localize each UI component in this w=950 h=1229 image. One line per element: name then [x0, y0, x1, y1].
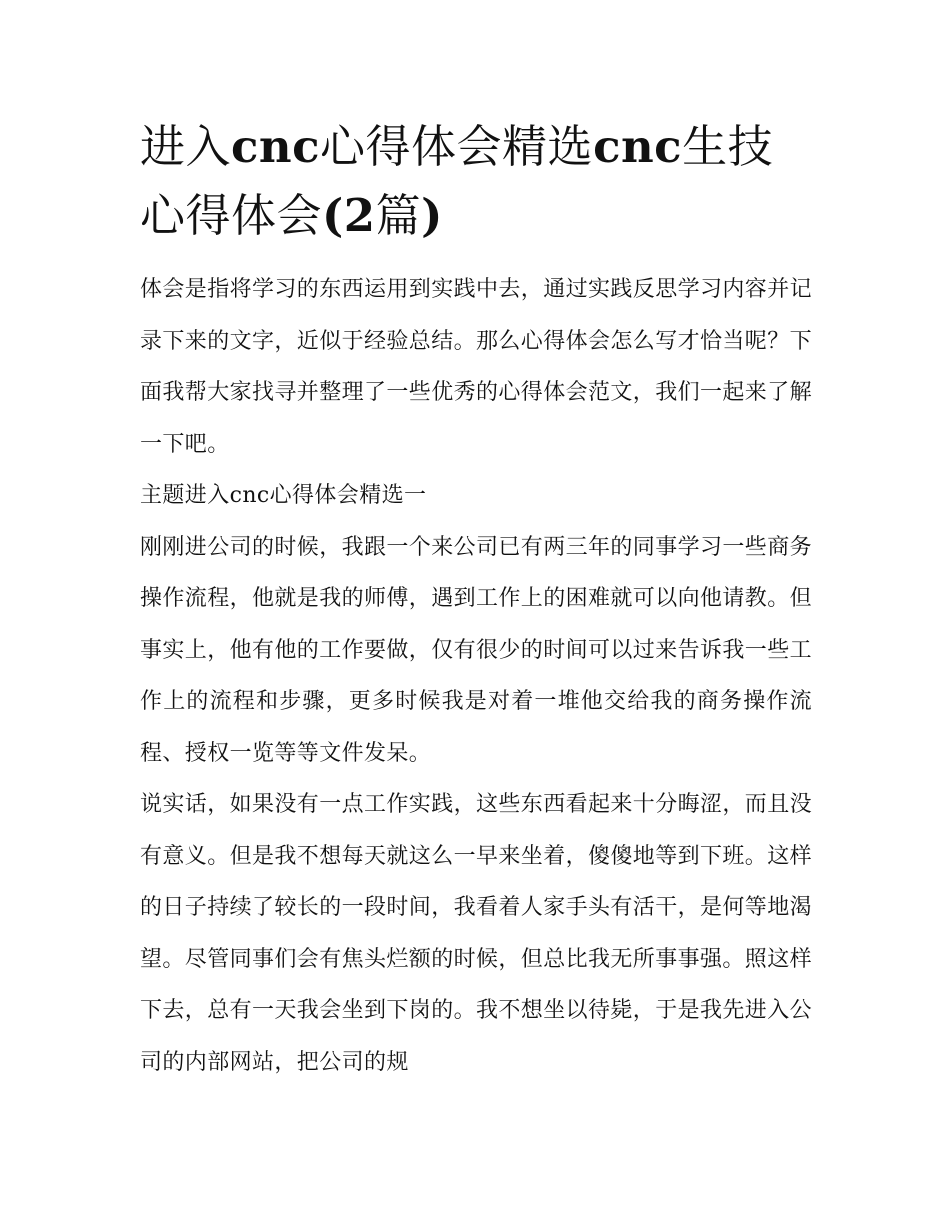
document-title: 进入cnc心得体会精选cnc生技心得体会(2篇) — [140, 120, 774, 242]
document-body — [140, 112, 812, 1088]
body-paragraph: 说实话，如果没有一点工作实践，这些东西看起来十分晦涩，而且没有意义。但是我不想每天就这么一早来坐着，傻傻地等到下班。这样的日子持续了较长的一段时间，我看着人家手头有活干，是何等地渴望。尽管同事们会有焦头烂额的时候，但总比我无所事事强。照这样下去，总有一天我会坐到下岗的。我不想坐以待毙，于是我先进入公司的内部网站，把公司的规 — [140, 792, 813, 1075]
body-paragraph: 刚刚进公司的时候，我跟一个来公司已有两三年的同事学习一些商务操作流程，他就是我的师傅，遇到工作上的困难就可以向他请教。但事实上，他有他的工作要做，仅有很少的时间可以过来告诉我一些工作上的流程和步骤，更多时候我是对着一堆他交给我的商务操作流程、授权一览等等文件发呆。 — [140, 534, 813, 766]
section-heading: 主题进入cnc心得体会精选一 — [140, 483, 427, 508]
intro-paragraph: 体会是指将学习的东西运用到实践中去，通过实践反思学习内容并记录下来的文字，近似于经验总结。那么心得体会怎么写才恰当呢？下面我帮大家找寻并整理了一些优秀的心得体会范文，我们一起来了解一下吧。 — [140, 277, 813, 457]
